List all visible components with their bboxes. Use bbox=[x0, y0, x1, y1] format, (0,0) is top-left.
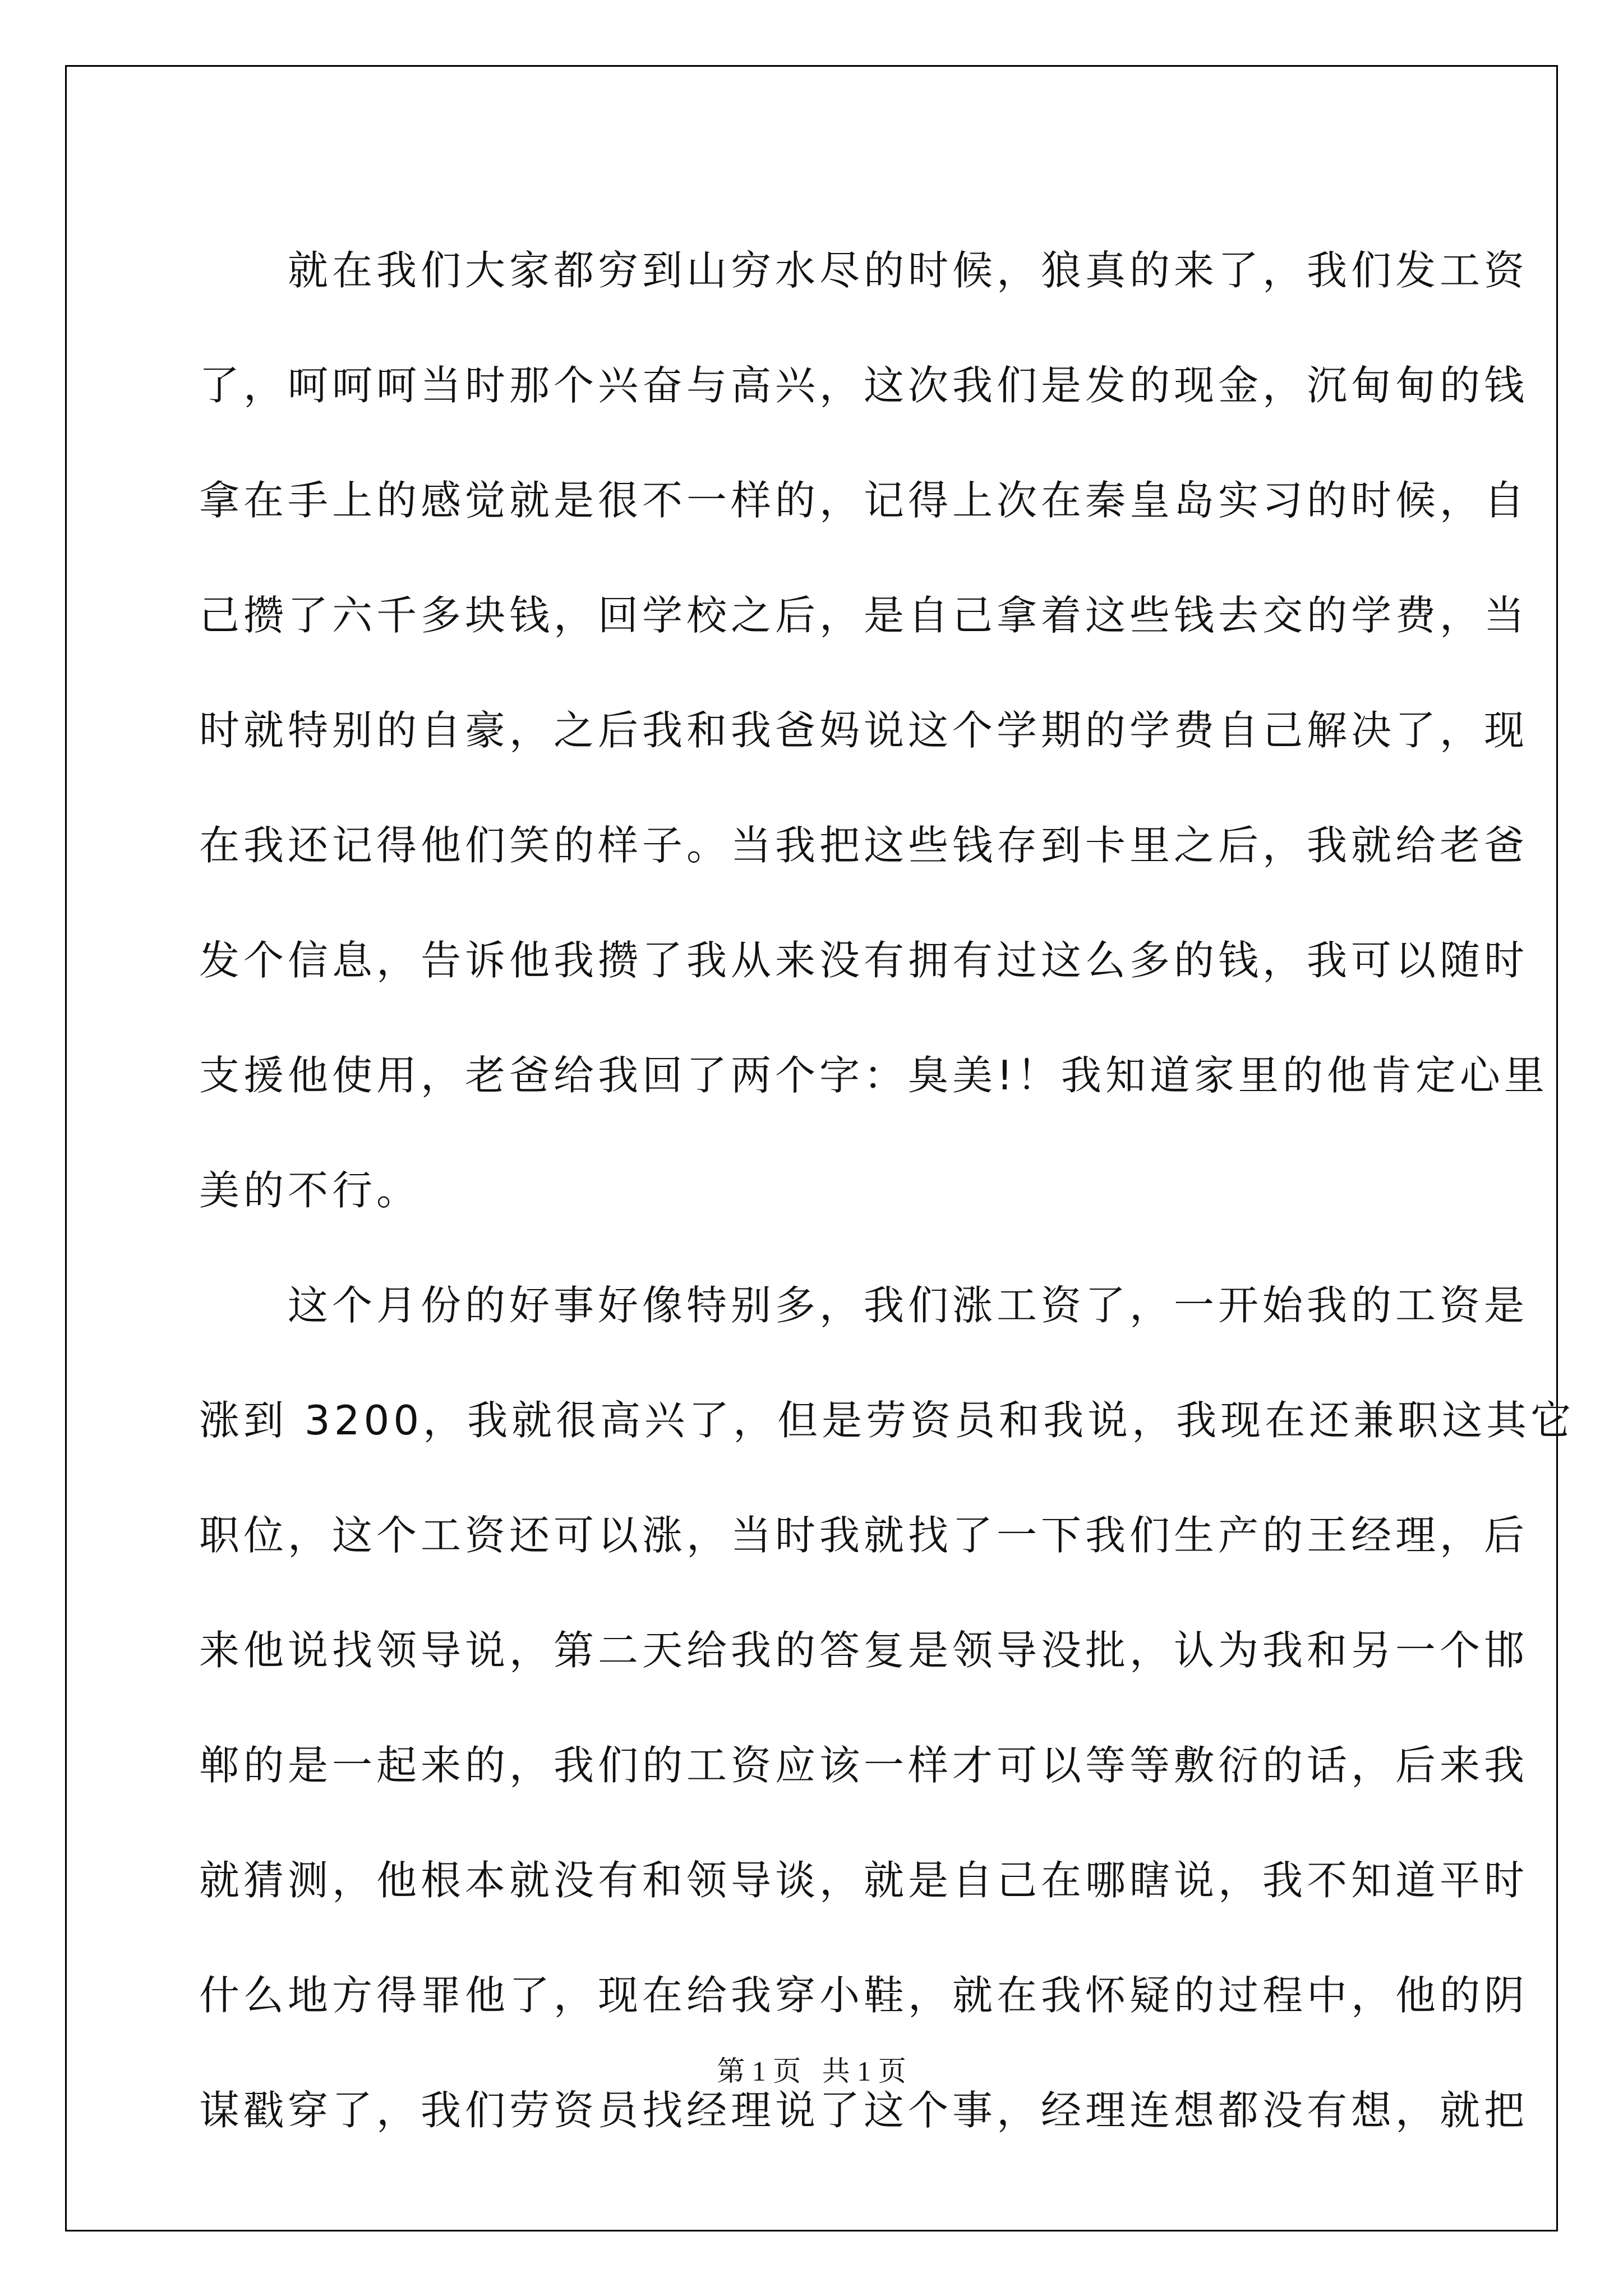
text-line: 发个信息，告诉他我攒了我从来没有拥有过这么多的钱，我可以随时 bbox=[199, 937, 1529, 984]
text-line: 了，呵呵呵当时那个兴奋与高兴，这次我们是发的现金，沉甸甸的钱 bbox=[199, 362, 1529, 409]
paragraph-2 bbox=[199, 1248, 1575, 2168]
paragraph-1 bbox=[199, 213, 1548, 1248]
text-line: 这个月份的好事好像特别多，我们涨工资了，一开始我的工资是 bbox=[288, 1282, 1529, 1329]
text-line: 时就特别的自豪，之后我和我爸妈说这个学期的学费自己解决了，现 bbox=[199, 707, 1529, 754]
text-line: 涨到 3200，我就很高兴了，但是劳资员和我说，我现在还兼职这其它 bbox=[199, 1397, 1575, 1444]
text-line: 己攒了六千多块钱，回学校之后，是自己拿着这些钱去交的学费，当 bbox=[199, 592, 1529, 639]
text-line: 什么地方得罪他了，现在给我穿小鞋，就在我怀疑的过程中，他的阴 bbox=[199, 1972, 1529, 2019]
text-line: 就猜测，他根本就没有和领导谈，就是自己在哪瞎说，我不知道平时 bbox=[199, 1857, 1529, 1904]
text-line: 谋戳穿了，我们劳资员找经理说了这个事，经理连想都没有想，就把 bbox=[199, 2087, 1529, 2134]
text-line: 就在我们大家都穷到山穷水尽的时候，狼真的来了，我们发工资 bbox=[288, 247, 1529, 294]
text-line: 郸的是一起来的，我们的工资应该一样才可以等等敷衍的话，后来我 bbox=[199, 1742, 1529, 1789]
text-line: 美的不行。 bbox=[199, 1167, 421, 1214]
text-line: 来他说找领导说，第二天给我的答复是领导没批，认为我和另一个邯 bbox=[199, 1627, 1529, 1674]
text-line: 职位，这个工资还可以涨，当时我就找了一下我们生产的王经理，后 bbox=[199, 1512, 1529, 1559]
text-line: 在我还记得他们笑的样子。当我把这些钱存到卡里之后，我就给老爸 bbox=[199, 822, 1529, 869]
text-line: 拿在手上的感觉就是很不一样的，记得上次在秦皇岛实习的时候，自 bbox=[199, 477, 1529, 524]
text-line: 支援他使用，老爸给我回了两个字：臭美!！我知道家里的他肯定心里 bbox=[199, 1052, 1548, 1099]
page-footer: 第 1 页 共 1 页 bbox=[717, 2055, 906, 2087]
document-body bbox=[199, 213, 1575, 2168]
